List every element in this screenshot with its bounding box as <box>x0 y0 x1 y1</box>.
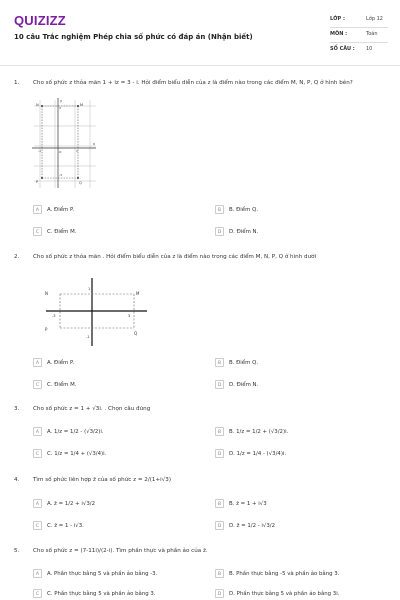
question-number: 1. <box>14 80 20 86</box>
label-n: N <box>45 291 48 296</box>
option-a[interactable] <box>33 499 95 508</box>
question-number: 5. <box>14 548 20 554</box>
option-text: C. Điểm M. <box>47 381 77 388</box>
option-b[interactable] <box>215 205 258 214</box>
option-text: B. z̄ = 1 + i√3 <box>229 500 267 507</box>
option-text: B. Phần thực bằng -5 và phần ảo bằng 3. <box>229 570 340 577</box>
option-d[interactable] <box>215 227 258 236</box>
x-label: x <box>93 142 96 146</box>
tick-y-bottom: -3 <box>59 173 62 177</box>
point-m <box>77 105 79 107</box>
option-letter: D <box>215 449 224 458</box>
option-letter: B <box>215 358 224 367</box>
question-text: Cho số phức z thỏa mãn . Hỏi điểm biểu diễn của z là điểm nào trong các điểm M, N, P, Q ở hình dưới <box>33 254 317 260</box>
label-n: N <box>36 103 39 107</box>
y-label: y <box>60 99 63 103</box>
option-letter: B <box>215 569 224 578</box>
divider <box>330 42 388 43</box>
option-c[interactable] <box>33 589 156 598</box>
option-text: A. Điểm P. <box>47 359 75 366</box>
option-text: D. z̄ = 1/2 - i√3/2 <box>229 522 276 529</box>
option-text: A. Phần thực bằng 5 và phần ảo bằng -3. <box>47 570 158 577</box>
option-letter: C <box>33 449 42 458</box>
option-letter: D <box>215 227 224 236</box>
label-p: P <box>36 180 39 184</box>
question-text: Tìm số phức liên hợp z̄ của số phức z = 2/(1+i√3) <box>33 477 172 483</box>
question-2-graph <box>42 276 152 352</box>
option-text: C. z̄ = 1 - i√3. <box>47 522 84 529</box>
tick-minus-1: -1 <box>86 335 90 339</box>
tick-y-top: 3 <box>59 106 61 110</box>
option-c[interactable] <box>33 380 77 389</box>
point-p <box>41 177 43 179</box>
option-text: B. 1/z = 1/2 + (√3/2)i. <box>229 428 289 435</box>
option-c[interactable] <box>33 521 84 530</box>
option-letter: B <box>215 499 224 508</box>
option-text: A. 1/z = 1/2 - (√3/2)i. <box>47 428 104 435</box>
option-c[interactable] <box>33 227 77 236</box>
option-text: D. Điểm N. <box>229 228 259 235</box>
tick-minus-3: -3 <box>52 314 56 318</box>
option-a[interactable] <box>33 569 157 578</box>
option-text: C. Điểm M. <box>47 228 77 235</box>
label-m: M <box>80 103 84 107</box>
option-letter: C <box>33 227 42 236</box>
option-letter: D <box>215 521 224 530</box>
meta-count-label: SỐ CÂU : <box>330 46 355 52</box>
option-b[interactable] <box>215 427 288 436</box>
meta-subject-value: Toán <box>366 31 378 37</box>
option-letter: A <box>33 499 42 508</box>
option-text: A. Điểm P. <box>47 206 75 213</box>
label-q: Q <box>79 181 82 185</box>
tick-1: 1 <box>88 287 91 291</box>
option-b[interactable] <box>215 499 267 508</box>
option-letter: A <box>33 427 42 436</box>
option-c[interactable] <box>33 449 106 458</box>
header-divider <box>0 65 400 66</box>
option-text: A. z̄ = 1/2 + i√3/2 <box>47 500 96 507</box>
point-q <box>77 177 79 179</box>
meta-class-value: Lớp 12 <box>366 16 383 22</box>
label-m: M <box>136 291 140 296</box>
label-p: P <box>45 327 48 332</box>
tick-x-left: -1 <box>38 149 41 153</box>
worksheet-title: 10 câu Trắc nghiệm Phép chia số phức có đáp án (Nhận biết) <box>14 33 253 41</box>
option-letter: C <box>33 521 42 530</box>
question-number: 3. <box>14 406 20 412</box>
option-text: D. 1/z = 1/4 - (√3/4)i. <box>229 450 287 457</box>
option-text: C. Phần thực bằng 5 và phần ảo bằng 3. <box>47 590 156 597</box>
divider <box>330 27 388 28</box>
option-letter: D <box>215 380 224 389</box>
question-text: Cho số phức z = 1 + √3i. . Chọn câu đúng <box>33 406 151 412</box>
meta-class-label: LỚP : <box>330 16 345 22</box>
option-letter: A <box>33 205 42 214</box>
option-b[interactable] <box>215 569 339 578</box>
meta-count-value: 10 <box>366 46 373 52</box>
option-d[interactable] <box>215 589 339 598</box>
option-b[interactable] <box>215 358 258 367</box>
quizizz-logo[interactable]: QUIZIZZ <box>14 13 66 28</box>
tick-3: 3 <box>128 314 131 318</box>
label-q: Q <box>134 331 138 336</box>
option-letter: C <box>33 589 42 598</box>
point-n <box>41 105 43 107</box>
question-1-graph <box>30 96 100 196</box>
meta-subject-label: MÔN : <box>330 31 348 37</box>
origin-label: O <box>59 150 62 154</box>
option-text: D. Điểm N. <box>229 381 259 388</box>
option-letter: C <box>33 380 42 389</box>
option-d[interactable] <box>215 521 275 530</box>
option-d[interactable] <box>215 380 258 389</box>
question-text: Cho số phức z thỏa mãn 1 + iz = 3 - i. Hỏi điểm biểu diễn của z là điểm nào trong các điểm M, N, P, Q ở hình bên? <box>33 80 353 86</box>
option-letter: A <box>33 569 42 578</box>
option-text: B. Điểm Q. <box>229 359 259 366</box>
question-number: 2. <box>14 254 20 260</box>
option-a[interactable] <box>33 427 104 436</box>
option-a[interactable] <box>33 358 74 367</box>
option-letter: B <box>215 205 224 214</box>
option-text: B. Điểm Q. <box>229 206 259 213</box>
option-letter: D <box>215 589 224 598</box>
option-text: C. 1/z = 1/4 + (√3/4)i. <box>47 450 107 457</box>
option-text: D. Phần thực bằng 5 và phần ảo bằng 3i. <box>229 590 340 597</box>
tick-x-right: 1 <box>76 149 78 153</box>
option-letter: A <box>33 358 42 367</box>
question-text: Cho số phức z = (7-11i)/(2-i). Tìm phần thực và phần ảo của z̄. <box>33 548 208 554</box>
worksheet-header <box>0 0 400 62</box>
question-number: 4. <box>14 477 20 483</box>
option-letter: B <box>215 427 224 436</box>
option-d[interactable] <box>215 449 286 458</box>
option-a[interactable] <box>33 205 74 214</box>
